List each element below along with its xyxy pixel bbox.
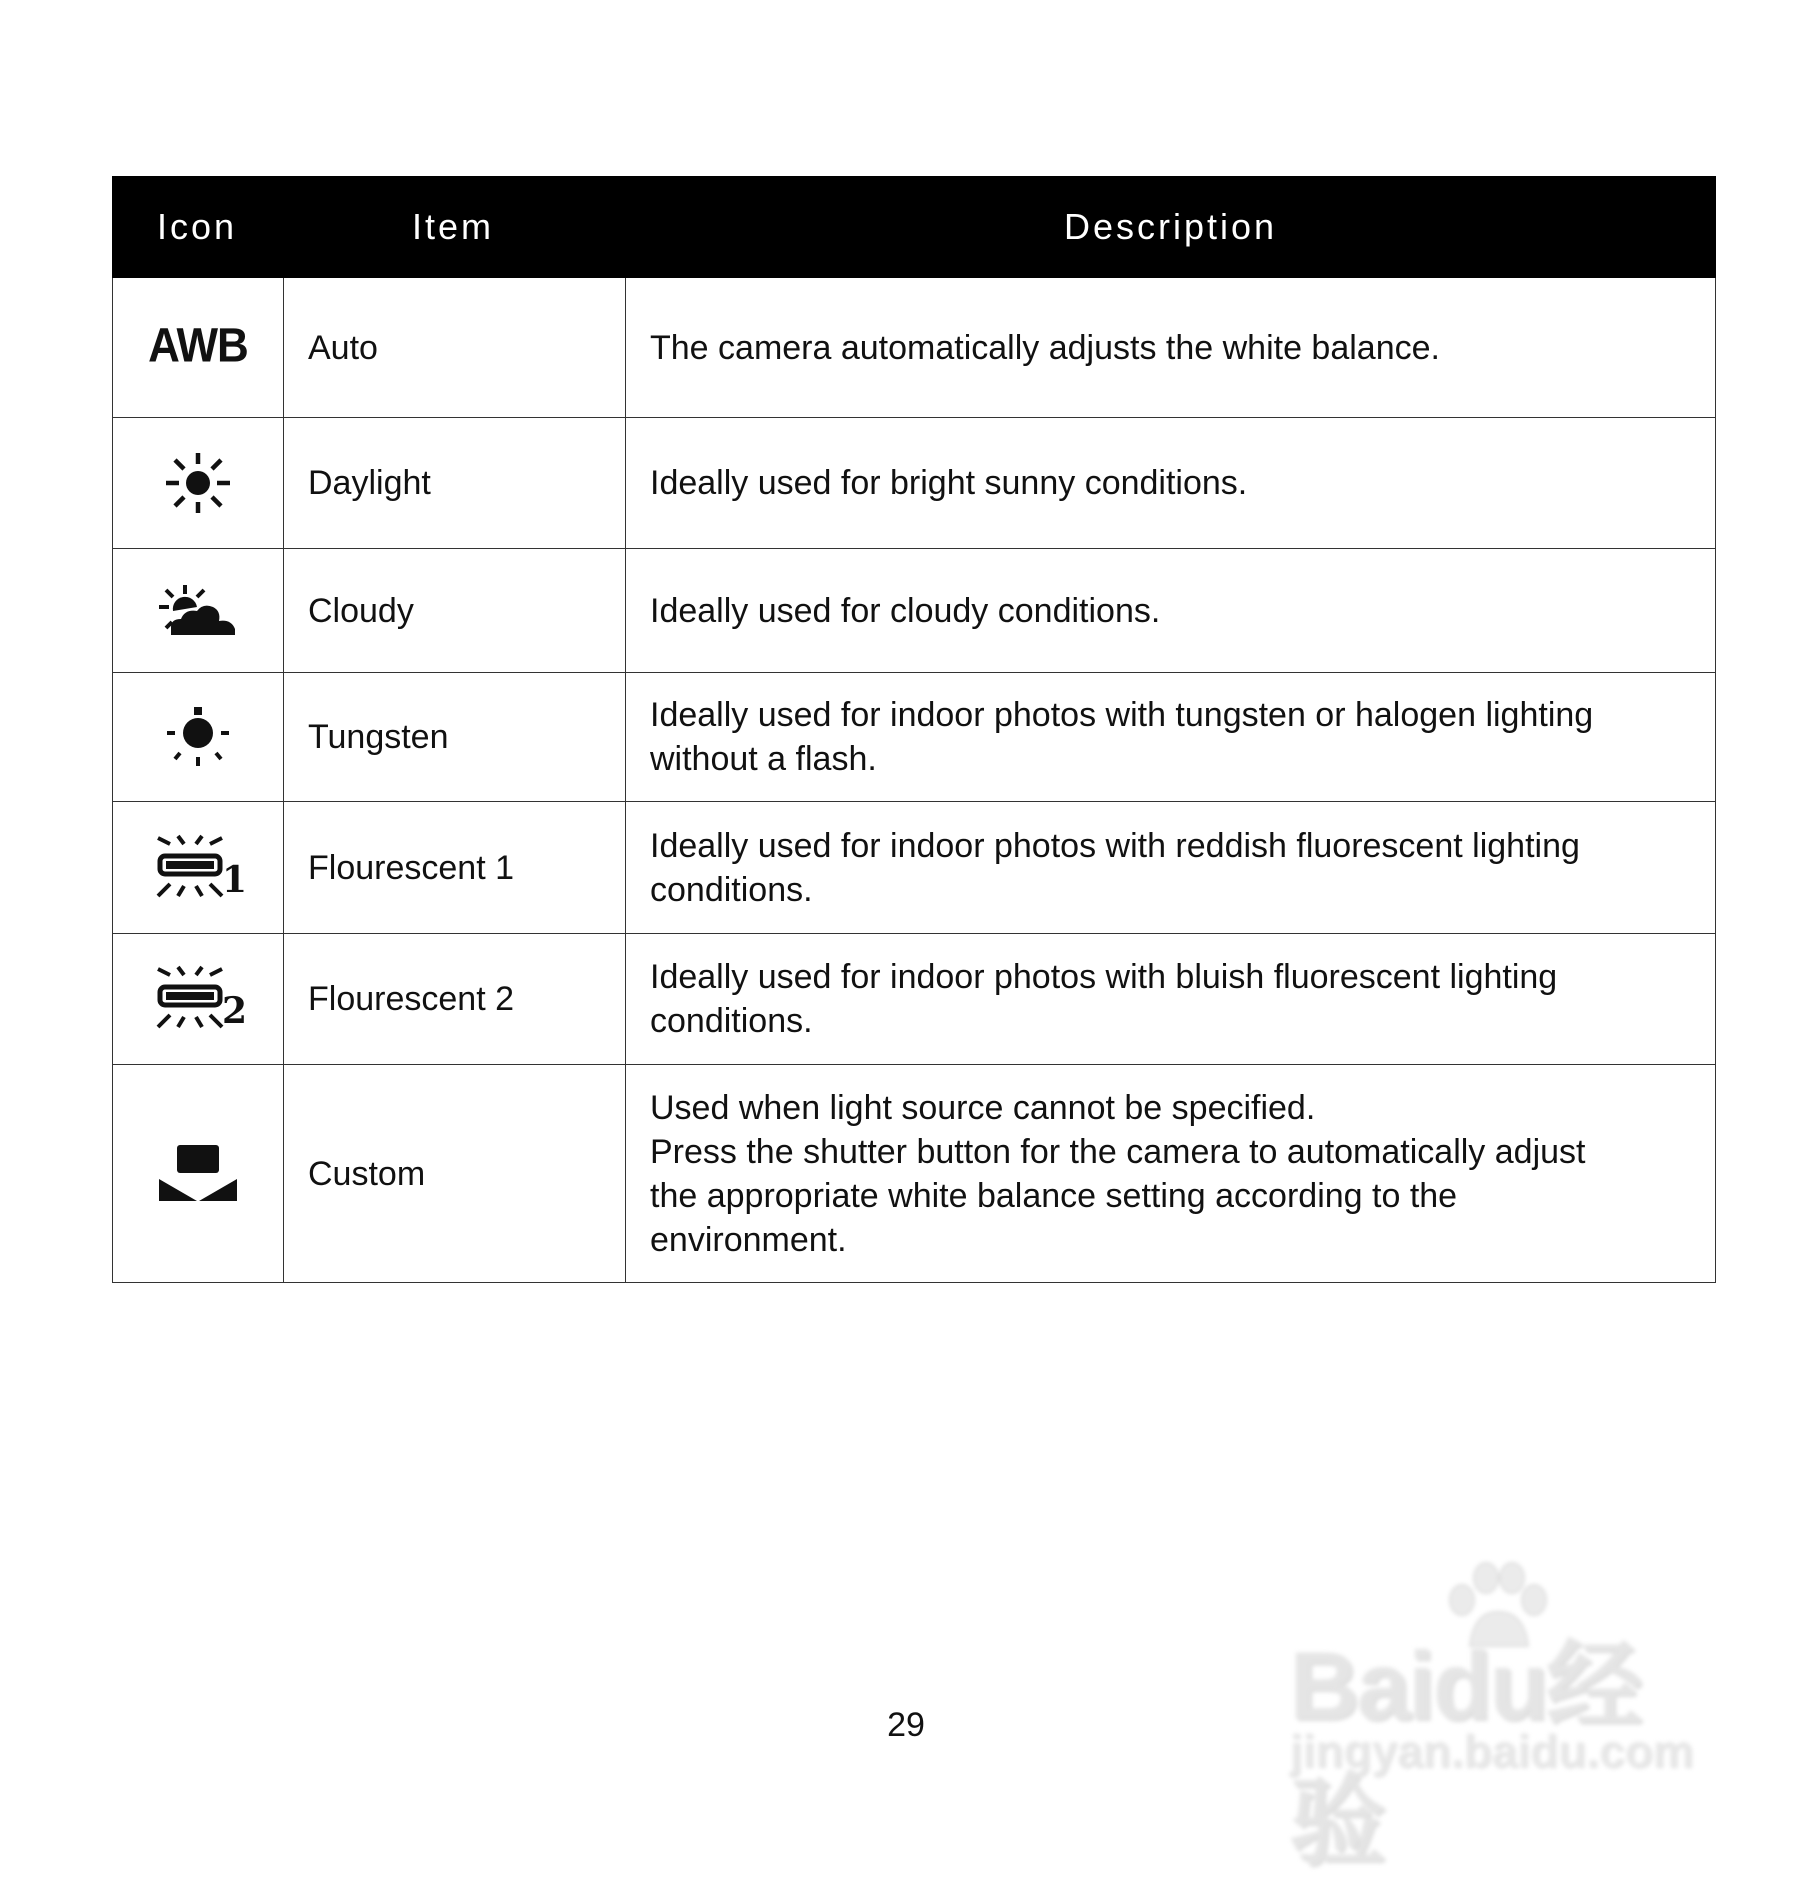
custom-wb-icon (157, 1145, 239, 1203)
white-balance-table (112, 176, 1716, 1283)
table-row-tungsten (113, 673, 1716, 802)
table-row-cloudy (113, 549, 1716, 673)
item-label: Cloudy (284, 549, 626, 673)
watermark-brand: Baidu经验 (1290, 1633, 1641, 1877)
daylight-sun-icon (162, 451, 234, 515)
table-row-auto (113, 278, 1716, 418)
awb-icon: AWB (148, 318, 248, 373)
description-line: The camera automatically adjusts the white balance. (650, 328, 1440, 367)
watermark-url: jingyan.baidu.com (1290, 1725, 1694, 1777)
table-row-fluorescent-1 (113, 802, 1716, 934)
description-line: Ideally used for indoor photos with bluish fluorescent lighting (650, 958, 1558, 996)
table-row-fluorescent-2 (113, 934, 1716, 1065)
fluorescent-tube-icon (152, 965, 228, 1031)
item-label: Flourescent 2 (284, 934, 626, 1065)
icon-cell (113, 673, 284, 802)
description (626, 278, 1716, 418)
item-label: Flourescent 1 (284, 802, 626, 934)
icon-cell (113, 934, 284, 1065)
cloudy-icon (157, 583, 239, 639)
description-line: Ideally used for indoor photos with tungsten or halogen lighting (650, 696, 1594, 734)
description-line: without a flash. (650, 740, 877, 778)
icon-cell (113, 802, 284, 934)
tungsten-bulb-icon (163, 705, 233, 769)
baidu-watermark (1290, 1560, 1730, 1877)
icon-cell (113, 278, 284, 418)
table-row-custom (113, 1065, 1716, 1283)
description-line: environment. (650, 1220, 847, 1259)
description (626, 934, 1716, 1065)
item-label: Tungsten (284, 673, 626, 802)
description (626, 549, 1716, 673)
description-line: Ideally used for cloudy conditions. (650, 591, 1161, 630)
header-icon: Icon (113, 177, 284, 278)
item-label: Auto (284, 278, 626, 418)
icon-cell (113, 549, 284, 673)
icon-cell (113, 418, 284, 549)
header-item: Item (284, 177, 626, 278)
fluorescent-number: 2 (222, 990, 248, 1032)
fluorescent-number: 1 (222, 858, 248, 901)
item-label: Daylight (284, 418, 626, 549)
header-description: Description (626, 177, 1716, 278)
item-label: Custom (284, 1065, 626, 1283)
table-header-row (113, 177, 1716, 278)
fluorescent-2-icon (152, 965, 248, 1033)
description-line: Used when light source cannot be specified. (650, 1088, 1316, 1127)
description-line: conditions. (650, 870, 813, 909)
description-line: Ideally used for bright sunny conditions. (650, 464, 1248, 502)
fluorescent-tube-icon (152, 834, 228, 900)
icon-cell (113, 1065, 284, 1283)
description (626, 1065, 1716, 1283)
description-line: Ideally used for indoor photos with reddish fluorescent lighting (650, 826, 1580, 865)
description-line: the appropriate white balance setting according to the (650, 1176, 1458, 1215)
page-number: 29 (887, 1706, 925, 1744)
description (626, 802, 1716, 934)
fluorescent-1-icon (152, 834, 248, 902)
description (626, 673, 1716, 802)
table-row-daylight (113, 418, 1716, 549)
description-line: Press the shutter button for the camera to automatically adjust (650, 1132, 1586, 1171)
description-line: conditions. (650, 1002, 813, 1040)
description (626, 418, 1716, 549)
